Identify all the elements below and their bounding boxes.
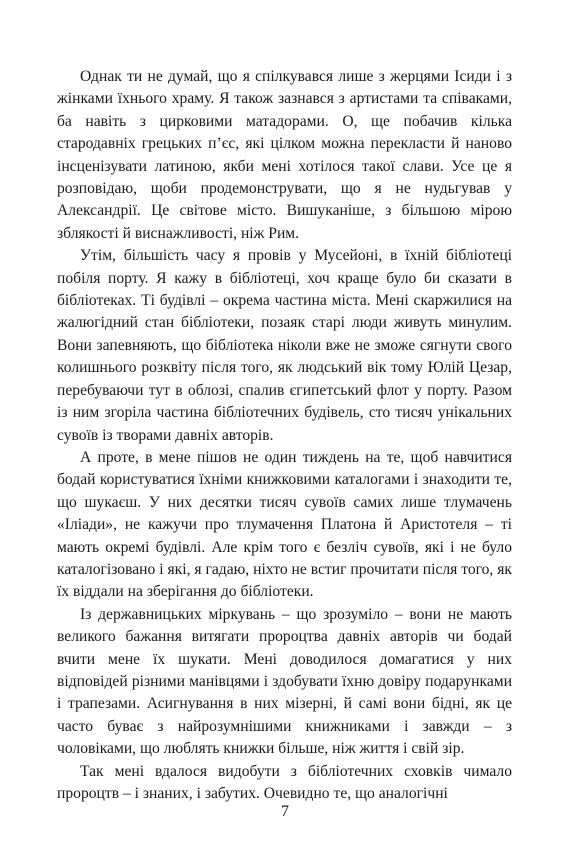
paragraph: Так мені вдалося видобути з бібліотечних сховків чимало пророцтв – і знаних, і забутих. Очевидно те, що аналогічні: [57, 762, 512, 802]
paragraph: Однак ти не думай, що я спілкувався лише з жерцями Ісиди і з жінками їхнього храму. Я також зазнався з артистами та співаками, ба навіть з цирковими матадорами. О, ще побачив кілька стародавніх грецьких п’єс, які цілком можна перекласти й наново інсценізувати латиною, якби мені хотілося такої слави. Усе це я розповідаю, щоби продемонструвати, що я не нудьгував у Александрії. Це світове місто. Вишуканіше, з більшою мірою зблякості й виснажливості, ніж Рим.: [57, 68, 512, 242]
paragraph: Із державницьких міркувань – що зрозуміло – вони не мають великого бажання витягати пророцтва давніх авторів чи бодай вчити мене їх шукати. Мені доводилося домагатися у них відповідей різними манівцями і здобувати їхню довіру подарунками і трапезами. Асигнування в них мізерні, й самі вони бідні, як це часто буває з найрозумнішими книжниками і завжди – з чоловіками, що люблять книжки більше, ніж життя і свій зір.: [57, 605, 512, 758]
page-number: 7: [281, 803, 289, 820]
paragraph: Утім, більшість часу я провів у Мусейоні, в їхній бібліотеці побіля порту. Я кажу в бібліотеці, хоч краще було би сказати в бібліотеках. Ті будівлі – окрема частина міста. Мені скаржилися на жалюгідний стан бібліотеки, позаяк старі люди живуть минулим. Вони запевняють, що бібліотека ніколи вже не зможе сягнути свого колишнього розквіту після того, як людський вік тому Юлій Цезар, перебуваючи тут в облозі, спалив єгипетський флот у порту. Разом із ним згоріла частина бібліотечних будівель, сто тисяч унікальних сувоїв із творами давніх авторів.: [57, 247, 512, 444]
page-body: [57, 66, 512, 805]
paragraph: А проте, в мене пішов не один тиждень на те, щоб навчитися бодай користуватися їхніми книжковими каталогами і знаходити те, що шукаєш. У них десятки тисяч сувоїв самих лише тлумачень «Іліади», не кажучи про тлумачення Платона й Аристотеля – ті мають окремі будівлі. Але крім того є безліч сувоїв, які і не було каталогізовано і які, я гадаю, ніхто не встиг прочитати після того, як їх віддали на зберігання до бібліотеки.: [57, 448, 512, 601]
